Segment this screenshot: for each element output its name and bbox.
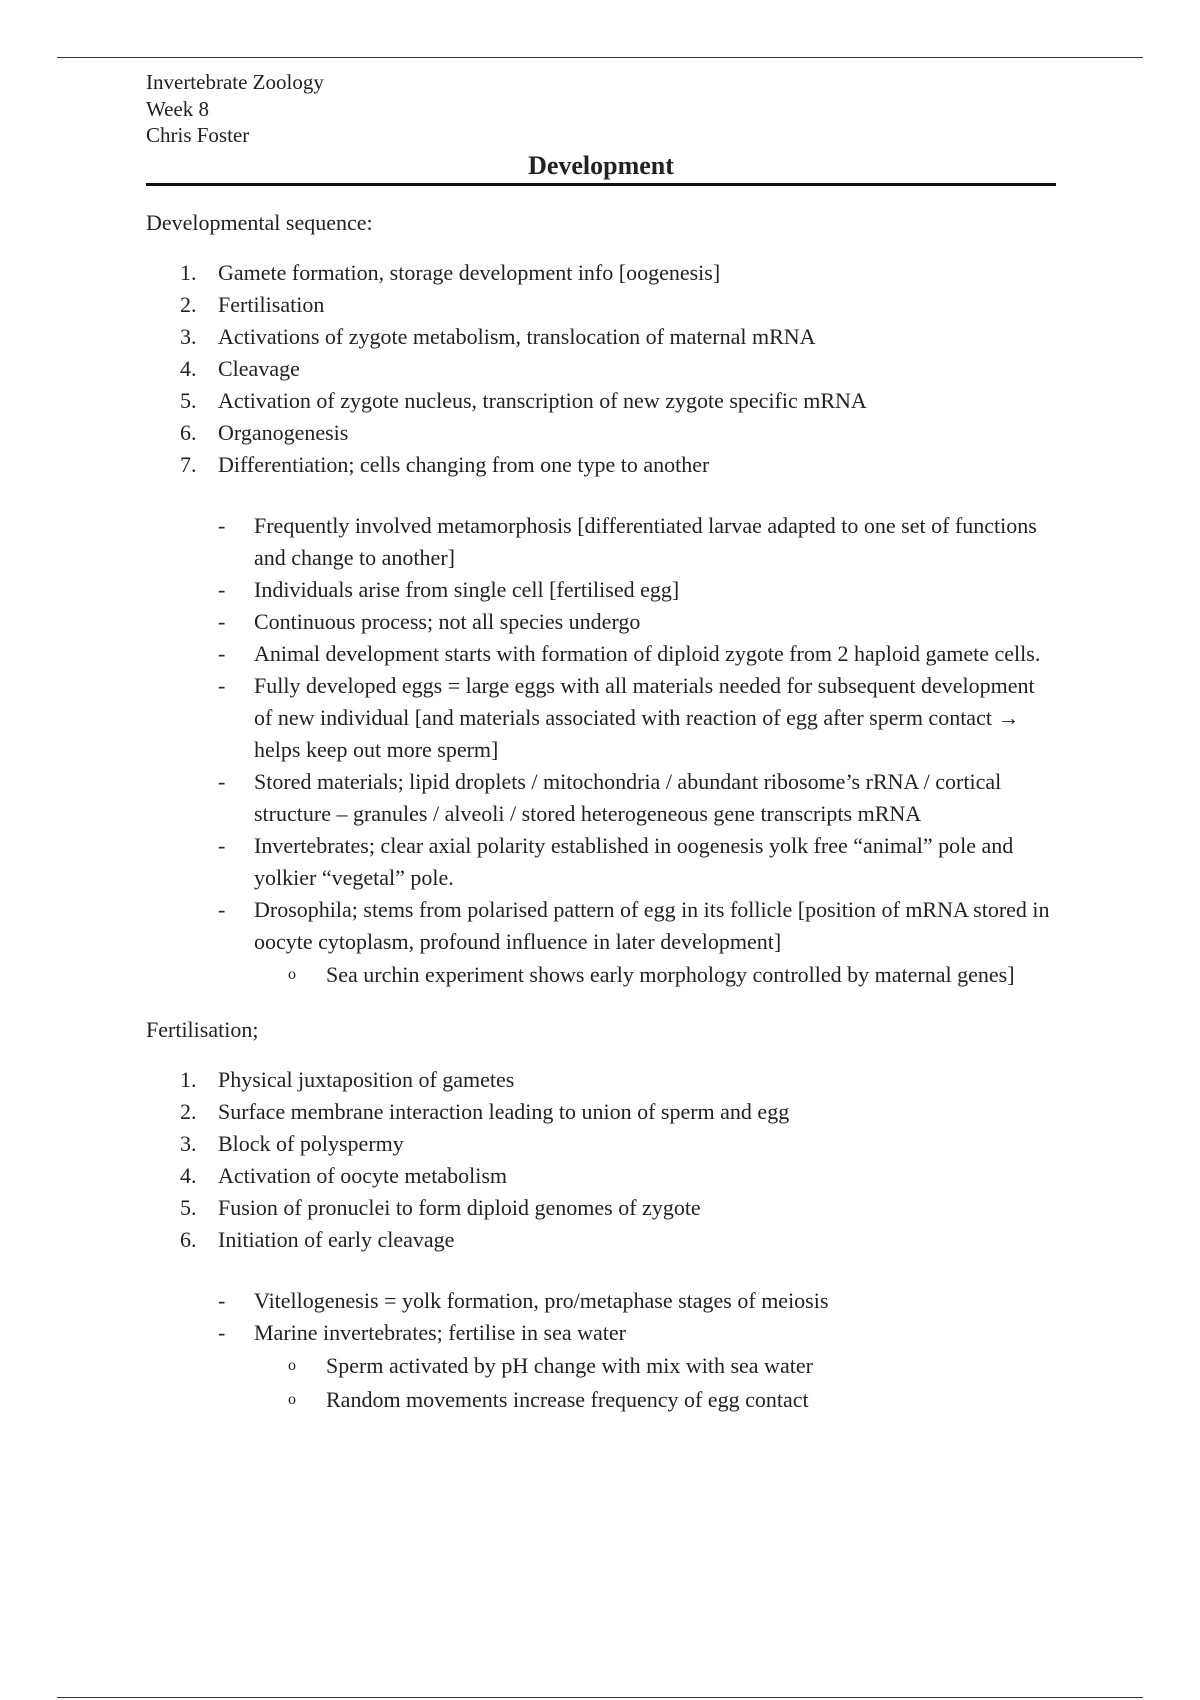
course-name: Invertebrate Zoology bbox=[146, 70, 324, 94]
document-title: Development bbox=[528, 150, 674, 180]
fertilisation-subnotes-list bbox=[254, 1349, 1056, 1417]
section-spacer bbox=[146, 992, 1056, 1015]
step-number: 2. bbox=[180, 291, 197, 317]
dash-bullet: - bbox=[218, 640, 226, 666]
step-number: 6. bbox=[180, 1226, 197, 1252]
note-item bbox=[146, 574, 1056, 606]
subnote-item bbox=[254, 1383, 1056, 1417]
circle-bullet: o bbox=[288, 1356, 296, 1374]
note-text: Drosophila; stems from polarised pattern of egg in its follicle [position of mRNA stored in oocyte cytoplasm, profound influence in later development] bbox=[254, 896, 1050, 954]
note-item bbox=[146, 606, 1056, 638]
note-item bbox=[146, 1317, 1056, 1417]
step-number: 5. bbox=[180, 387, 197, 413]
dash-bullet: - bbox=[218, 768, 226, 794]
step-number: 6. bbox=[180, 419, 197, 445]
page-bottom-rule bbox=[57, 1697, 1143, 1698]
step-text: Activation of zygote nucleus, transcription of new zygote specific mRNA bbox=[218, 387, 867, 413]
development-step bbox=[146, 321, 1056, 353]
fertilisation-step bbox=[146, 1064, 1056, 1096]
step-text: Surface membrane interaction leading to union of sperm and egg bbox=[218, 1098, 790, 1124]
circle-bullet: o bbox=[288, 965, 296, 983]
note-text: Animal development starts with formation of diploid zygote from 2 haploid gamete cells. bbox=[254, 640, 1041, 666]
note-item bbox=[146, 510, 1056, 574]
subnote-item bbox=[254, 1349, 1056, 1383]
step-text: Physical juxtaposition of gametes bbox=[218, 1066, 515, 1092]
step-text: Cleavage bbox=[218, 355, 300, 381]
development-step bbox=[146, 353, 1056, 385]
step-text: Fertilisation bbox=[218, 291, 325, 317]
page-top-rule bbox=[57, 57, 1143, 58]
development-notes-list bbox=[146, 510, 1056, 992]
step-number: 3. bbox=[180, 1130, 197, 1156]
development-step bbox=[146, 289, 1056, 321]
step-number: 7. bbox=[180, 451, 197, 477]
development-step bbox=[146, 385, 1056, 417]
note-text: Marine invertebrates; fertilise in sea water bbox=[254, 1319, 627, 1345]
development-steps-list bbox=[146, 257, 1056, 481]
fertilisation-step bbox=[146, 1224, 1056, 1256]
note-text: Individuals arise from single cell [fertilised egg] bbox=[254, 576, 680, 602]
step-number: 1. bbox=[180, 259, 197, 285]
note-item bbox=[146, 830, 1056, 894]
note-text: Stored materials; lipid droplets / mitochondria / abundant ribosome’s rRNA / cortical structure – granules / alveoli / stored heterogeneous gene transcripts mRNA bbox=[254, 768, 1002, 826]
circle-bullet: o bbox=[288, 1390, 296, 1408]
note-text: Frequently involved metamorphosis [differentiated larvae adapted to one set of functions and change to another] bbox=[254, 512, 1037, 570]
dash-bullet: - bbox=[218, 832, 226, 858]
development-subnotes-list bbox=[254, 958, 1056, 992]
step-text: Differentiation; cells changing from one type to another bbox=[218, 451, 710, 477]
dash-bullet: - bbox=[218, 576, 226, 602]
step-number: 1. bbox=[180, 1066, 197, 1092]
step-number: 5. bbox=[180, 1194, 197, 1220]
note-item bbox=[146, 894, 1056, 992]
step-text: Initiation of early cleavage bbox=[218, 1226, 455, 1252]
development-step bbox=[146, 257, 1056, 289]
step-text: Fusion of pronuclei to form diploid genomes of zygote bbox=[218, 1194, 701, 1220]
dash-bullet: - bbox=[218, 512, 226, 538]
step-text: Gamete formation, storage development info [oogenesis] bbox=[218, 259, 721, 285]
fertilisation-step bbox=[146, 1192, 1056, 1224]
fertilisation-step bbox=[146, 1128, 1056, 1160]
step-number: 2. bbox=[180, 1098, 197, 1124]
fertilisation-step bbox=[146, 1096, 1056, 1128]
step-text: Organogenesis bbox=[218, 419, 349, 445]
week-label: Week 8 bbox=[146, 96, 210, 121]
subnote-item bbox=[254, 958, 1056, 992]
fertilisation-heading: Fertilisation; bbox=[146, 1016, 259, 1042]
subnote-text: Sea urchin experiment shows early morphology controlled by maternal genes] bbox=[326, 961, 1015, 987]
development-heading: Developmental sequence: bbox=[146, 209, 373, 235]
title-underline bbox=[146, 183, 1056, 186]
fertilisation-steps-list bbox=[146, 1064, 1056, 1256]
note-item bbox=[146, 670, 1056, 766]
development-step bbox=[146, 449, 1056, 481]
note-text: Continuous process; not all species undergo bbox=[254, 608, 641, 634]
author-name: Chris Foster bbox=[146, 123, 250, 147]
dash-bullet: - bbox=[218, 608, 226, 634]
note-item bbox=[146, 766, 1056, 830]
dash-bullet: - bbox=[218, 896, 226, 922]
step-text: Block of polyspermy bbox=[218, 1130, 404, 1156]
dash-bullet: - bbox=[218, 1287, 226, 1313]
step-number: 4. bbox=[180, 1162, 197, 1188]
note-item bbox=[146, 638, 1056, 670]
note-text: Invertebrates; clear axial polarity established in oogenesis yolk free “animal” pole and yolkier “vegetal” pole. bbox=[254, 832, 1014, 890]
fertilisation-notes-list bbox=[146, 1285, 1056, 1417]
note-item bbox=[146, 1285, 1056, 1317]
note-text: Vitellogenesis = yolk formation, pro/metaphase stages of meiosis bbox=[254, 1287, 829, 1313]
note-text: Fully developed eggs = large eggs with all materials needed for subsequent development of new individual [and materials associated with reaction of egg after sperm contact → helps keep out more sperm] bbox=[254, 672, 1035, 762]
document-page bbox=[146, 69, 1056, 1417]
dash-bullet: - bbox=[218, 672, 226, 698]
step-text: Activation of oocyte metabolism bbox=[218, 1162, 507, 1188]
dash-bullet: - bbox=[218, 1319, 226, 1345]
subnote-text: Sperm activated by pH change with mix with sea water bbox=[326, 1352, 813, 1378]
step-text: Activations of zygote metabolism, translocation of maternal mRNA bbox=[218, 323, 816, 349]
step-number: 3. bbox=[180, 323, 197, 349]
subnote-text: Random movements increase frequency of egg contact bbox=[326, 1386, 809, 1412]
development-step bbox=[146, 417, 1056, 449]
step-number: 4. bbox=[180, 355, 197, 381]
fertilisation-step bbox=[146, 1160, 1056, 1192]
